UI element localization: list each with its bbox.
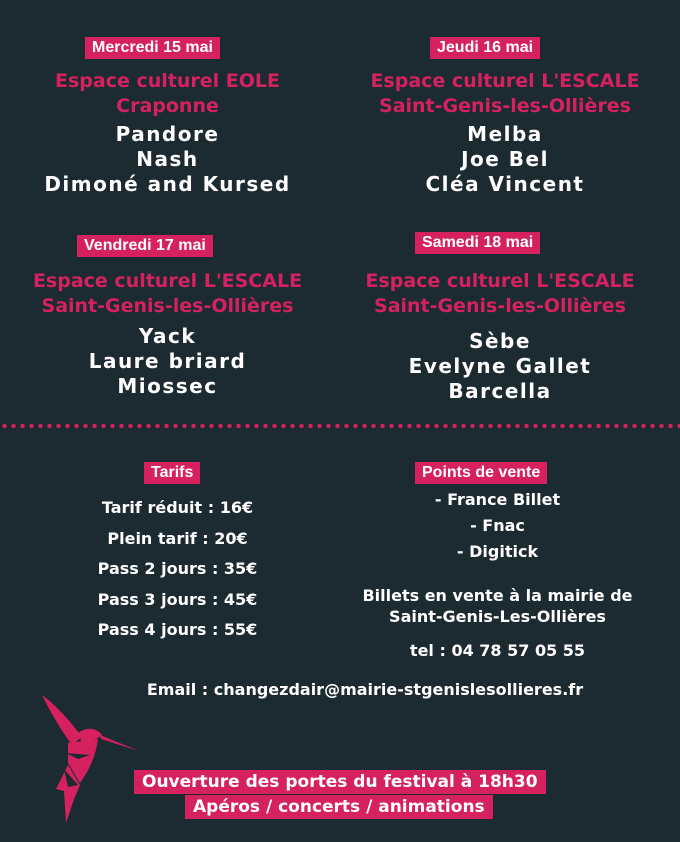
artist-name: Laure briard: [88, 349, 247, 373]
email-contact: Email : changezdair@mairie-stgenislesollieres.fr: [146, 680, 584, 699]
artist-name: Pandore: [115, 122, 220, 146]
venue-city: Saint-Genis-les-Ollières: [379, 95, 631, 117]
date-tag-saturday: Samedi 18 mai: [415, 232, 540, 254]
date-tag-thursday: Jeudi 16 mai: [430, 37, 540, 59]
artist-name: Evelyne Gallet: [408, 354, 592, 378]
venue-name: Espace culturel L'ESCALE: [365, 270, 635, 292]
opening-banner: Ouverture des portes du festival à 18h30: [134, 770, 546, 794]
tarif-item: Plein tarif : 20€: [107, 528, 248, 548]
venue-city: Craponne: [116, 95, 219, 117]
day-block-friday: [10, 269, 325, 399]
vente-item: - France Billet: [434, 490, 561, 509]
artist-name: Nash: [136, 147, 199, 171]
artist-name: Sèbe: [469, 329, 531, 353]
day-block-saturday: [340, 269, 660, 404]
points-de-vente-heading: Points de vente: [415, 462, 547, 484]
telephone: tel : 04 78 57 05 55: [409, 641, 586, 660]
artist-name: Miossec: [117, 374, 218, 398]
hummingbird-icon: [38, 693, 143, 825]
artist-name: Barcella: [448, 379, 552, 403]
tarif-item: Pass 2 jours : 35€: [97, 559, 258, 578]
artist-name: Cléa Vincent: [425, 172, 585, 196]
billets-line: Billets en vente à la mairie de: [362, 586, 633, 605]
venue-name: Espace culturel L'ESCALE: [370, 70, 640, 92]
activities-banner: Apéros / concerts / animations: [185, 795, 493, 819]
day-block-wednesday: [20, 69, 315, 197]
dotted-divider: [0, 423, 680, 429]
points-de-vente-list: [385, 487, 610, 565]
tarif-item: Pass 4 jours : 55€: [97, 620, 258, 639]
artist-name: Joe Bel: [461, 147, 549, 171]
venue-name: Espace culturel EOLE: [55, 70, 280, 92]
tarif-item: Tarif réduit : 16€: [101, 498, 254, 517]
date-tag-wednesday: Mercredi 15 mai: [85, 37, 220, 59]
artist-name: Dimoné and Kursed: [44, 172, 291, 196]
day-block-thursday: [345, 69, 665, 197]
tarifs-list: [60, 493, 295, 646]
venue-name: Espace culturel L'ESCALE: [32, 270, 303, 292]
billets-line: Saint-Genis-Les-Ollières: [389, 607, 606, 626]
billets-info: [330, 585, 665, 627]
date-tag-friday: Vendredi 17 mai: [77, 235, 213, 257]
tarif-item: Pass 3 jours : 45€: [97, 589, 258, 609]
artist-name: Yack: [138, 324, 197, 348]
venue-city: Saint-Genis-les-Ollières: [374, 295, 626, 317]
vente-item: - Digitick: [456, 542, 539, 561]
venue-city: Saint-Genis-les-Ollières: [41, 295, 294, 317]
vente-item: - Fnac: [470, 516, 525, 535]
tarifs-heading: Tarifs: [144, 462, 200, 484]
artist-name: Melba: [467, 122, 543, 146]
